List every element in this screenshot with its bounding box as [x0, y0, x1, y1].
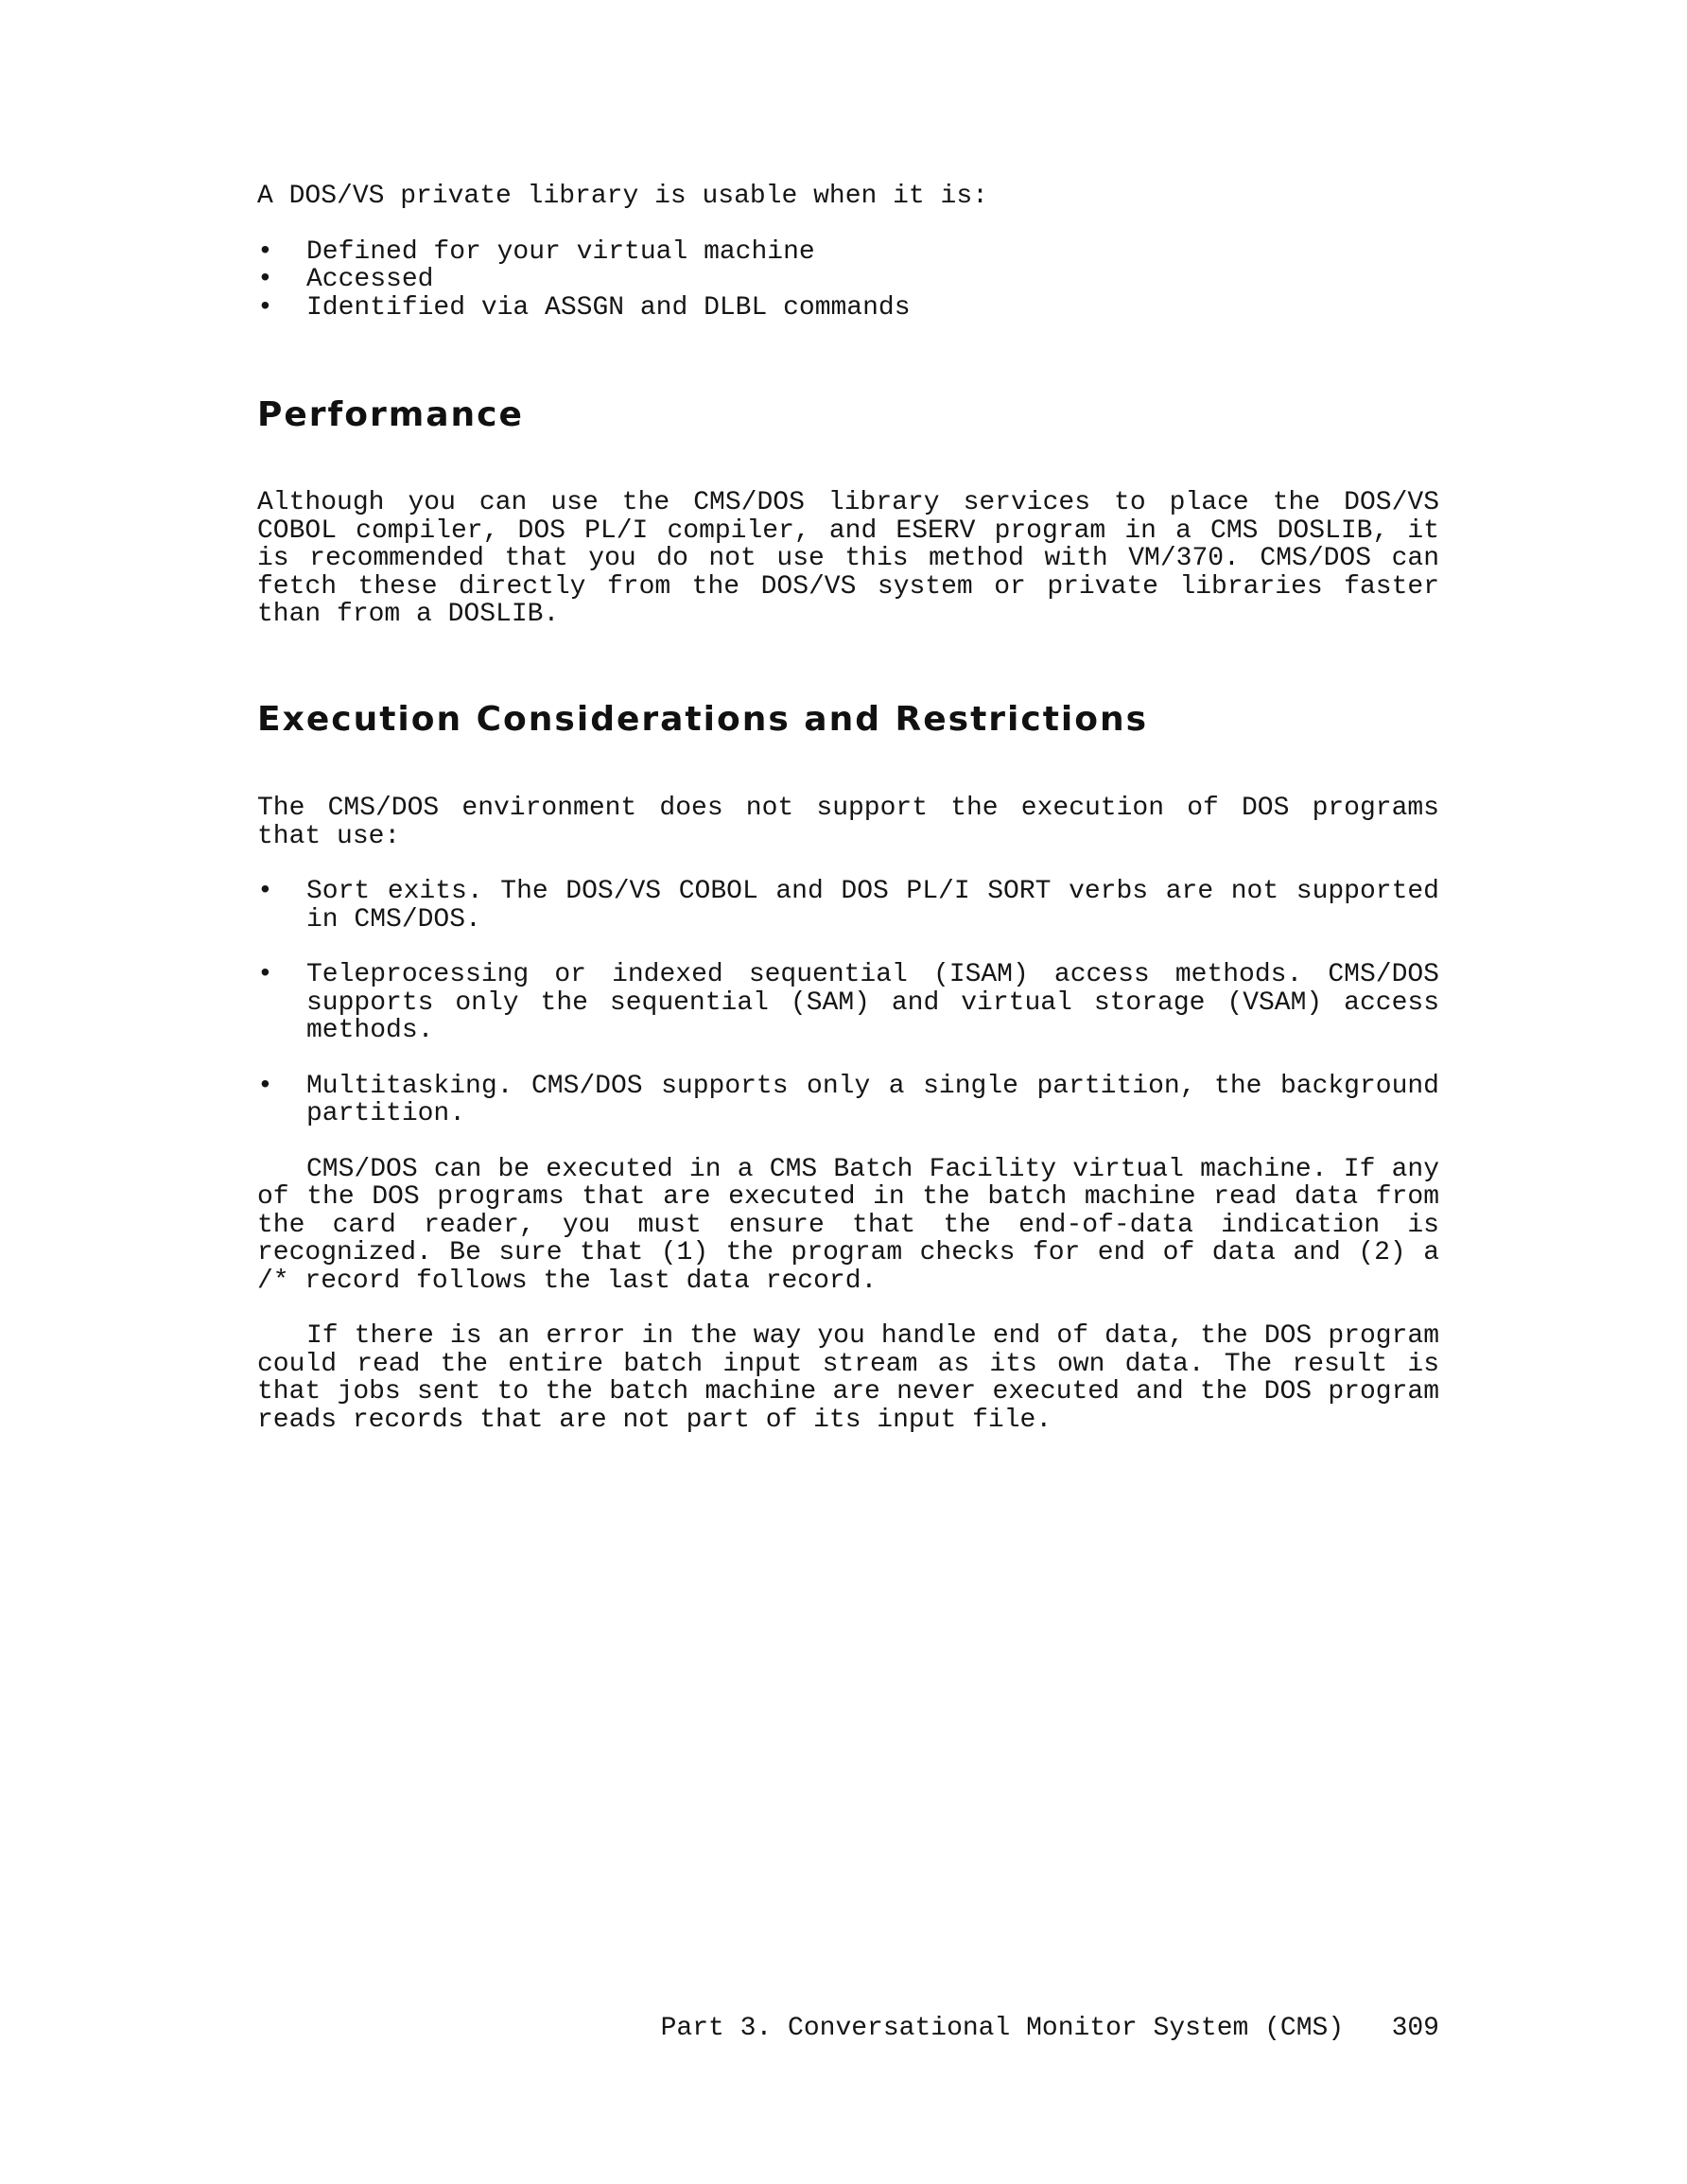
execution-bullet-list [257, 878, 1439, 1128]
list-item-text: Defined for your virtual machine [306, 236, 815, 267]
bullet-icon: • [257, 1071, 273, 1101]
bullet-icon: • [257, 236, 273, 267]
execution-heading: Execution Considerations and Restrictions [257, 700, 1149, 739]
bullet-icon: • [257, 960, 273, 989]
performance-heading: Performance [257, 395, 524, 434]
bullet-icon: • [257, 265, 273, 294]
bullet-icon: • [257, 292, 273, 323]
list-item-text: Accessed [306, 265, 434, 294]
error-paragraph: If there is an error in the way you handle end of data, the DOS program could read the entire batch input stream as its own data. The result is that jobs sent to the batch machine are never executed and the DOS program reads records that are not part of its input file. [257, 1321, 1455, 1435]
list-item [257, 961, 1439, 1045]
performance-section [257, 488, 1455, 629]
list-item [257, 238, 1439, 267]
performance-paragraph: Although you can use the CMS/DOS library services to place the DOS/VS COBOL compiler, DOS PL/I compiler, and ESERV program in a CMS DOSLIB, it is recommended that you do not use this method with VM/370. CMS/DOS can fetch these directly from the DOS/VS system or private libraries faster than from a DOSLIB. [257, 488, 1455, 629]
list-item [257, 294, 1439, 323]
list-item [257, 1073, 1439, 1128]
intro-section [257, 183, 1439, 322]
list-item-text: Identified via ASSGN and DLBL commands [306, 292, 911, 323]
page-footer [661, 2015, 1439, 2043]
batch-paragraph: CMS/DOS can be executed in a CMS Batch Facility virtual machine. If any of the DOS programs that are executed in the batch machine read data from the card reader, you must ensure that the end-of-data indication is recognized. Be sure that (1) the program checks for end of data and (2) a /* record follows the last data record. [257, 1154, 1455, 1296]
list-item-text: Multitasking. CMS/DOS supports only a single partition, the background partition. [306, 1071, 1439, 1128]
page-number: 309 [1391, 2014, 1439, 2043]
list-item-text: Teleprocessing or indexed sequential (ISAM) access methods. CMS/DOS supports only the sequential (SAM) and virtual storage (VSAM) access methods. [306, 960, 1439, 1045]
footer-title: Part 3. Conversational Monitor System (CMS) [660, 2014, 1345, 2043]
intro-lead: A DOS/VS private library is usable when it is: [257, 182, 988, 211]
list-item [257, 878, 1439, 934]
execution-section [257, 794, 1455, 1435]
intro-bullet-list [257, 238, 1439, 323]
bullet-icon: • [257, 877, 273, 906]
execution-lead: The CMS/DOS environment does not support the execution of DOS programs that use: [257, 794, 1455, 851]
list-item [257, 266, 1439, 294]
list-item-text: Sort exits. The DOS/VS COBOL and DOS PL/I SORT verbs are not supported in CMS/DOS. [306, 877, 1439, 935]
